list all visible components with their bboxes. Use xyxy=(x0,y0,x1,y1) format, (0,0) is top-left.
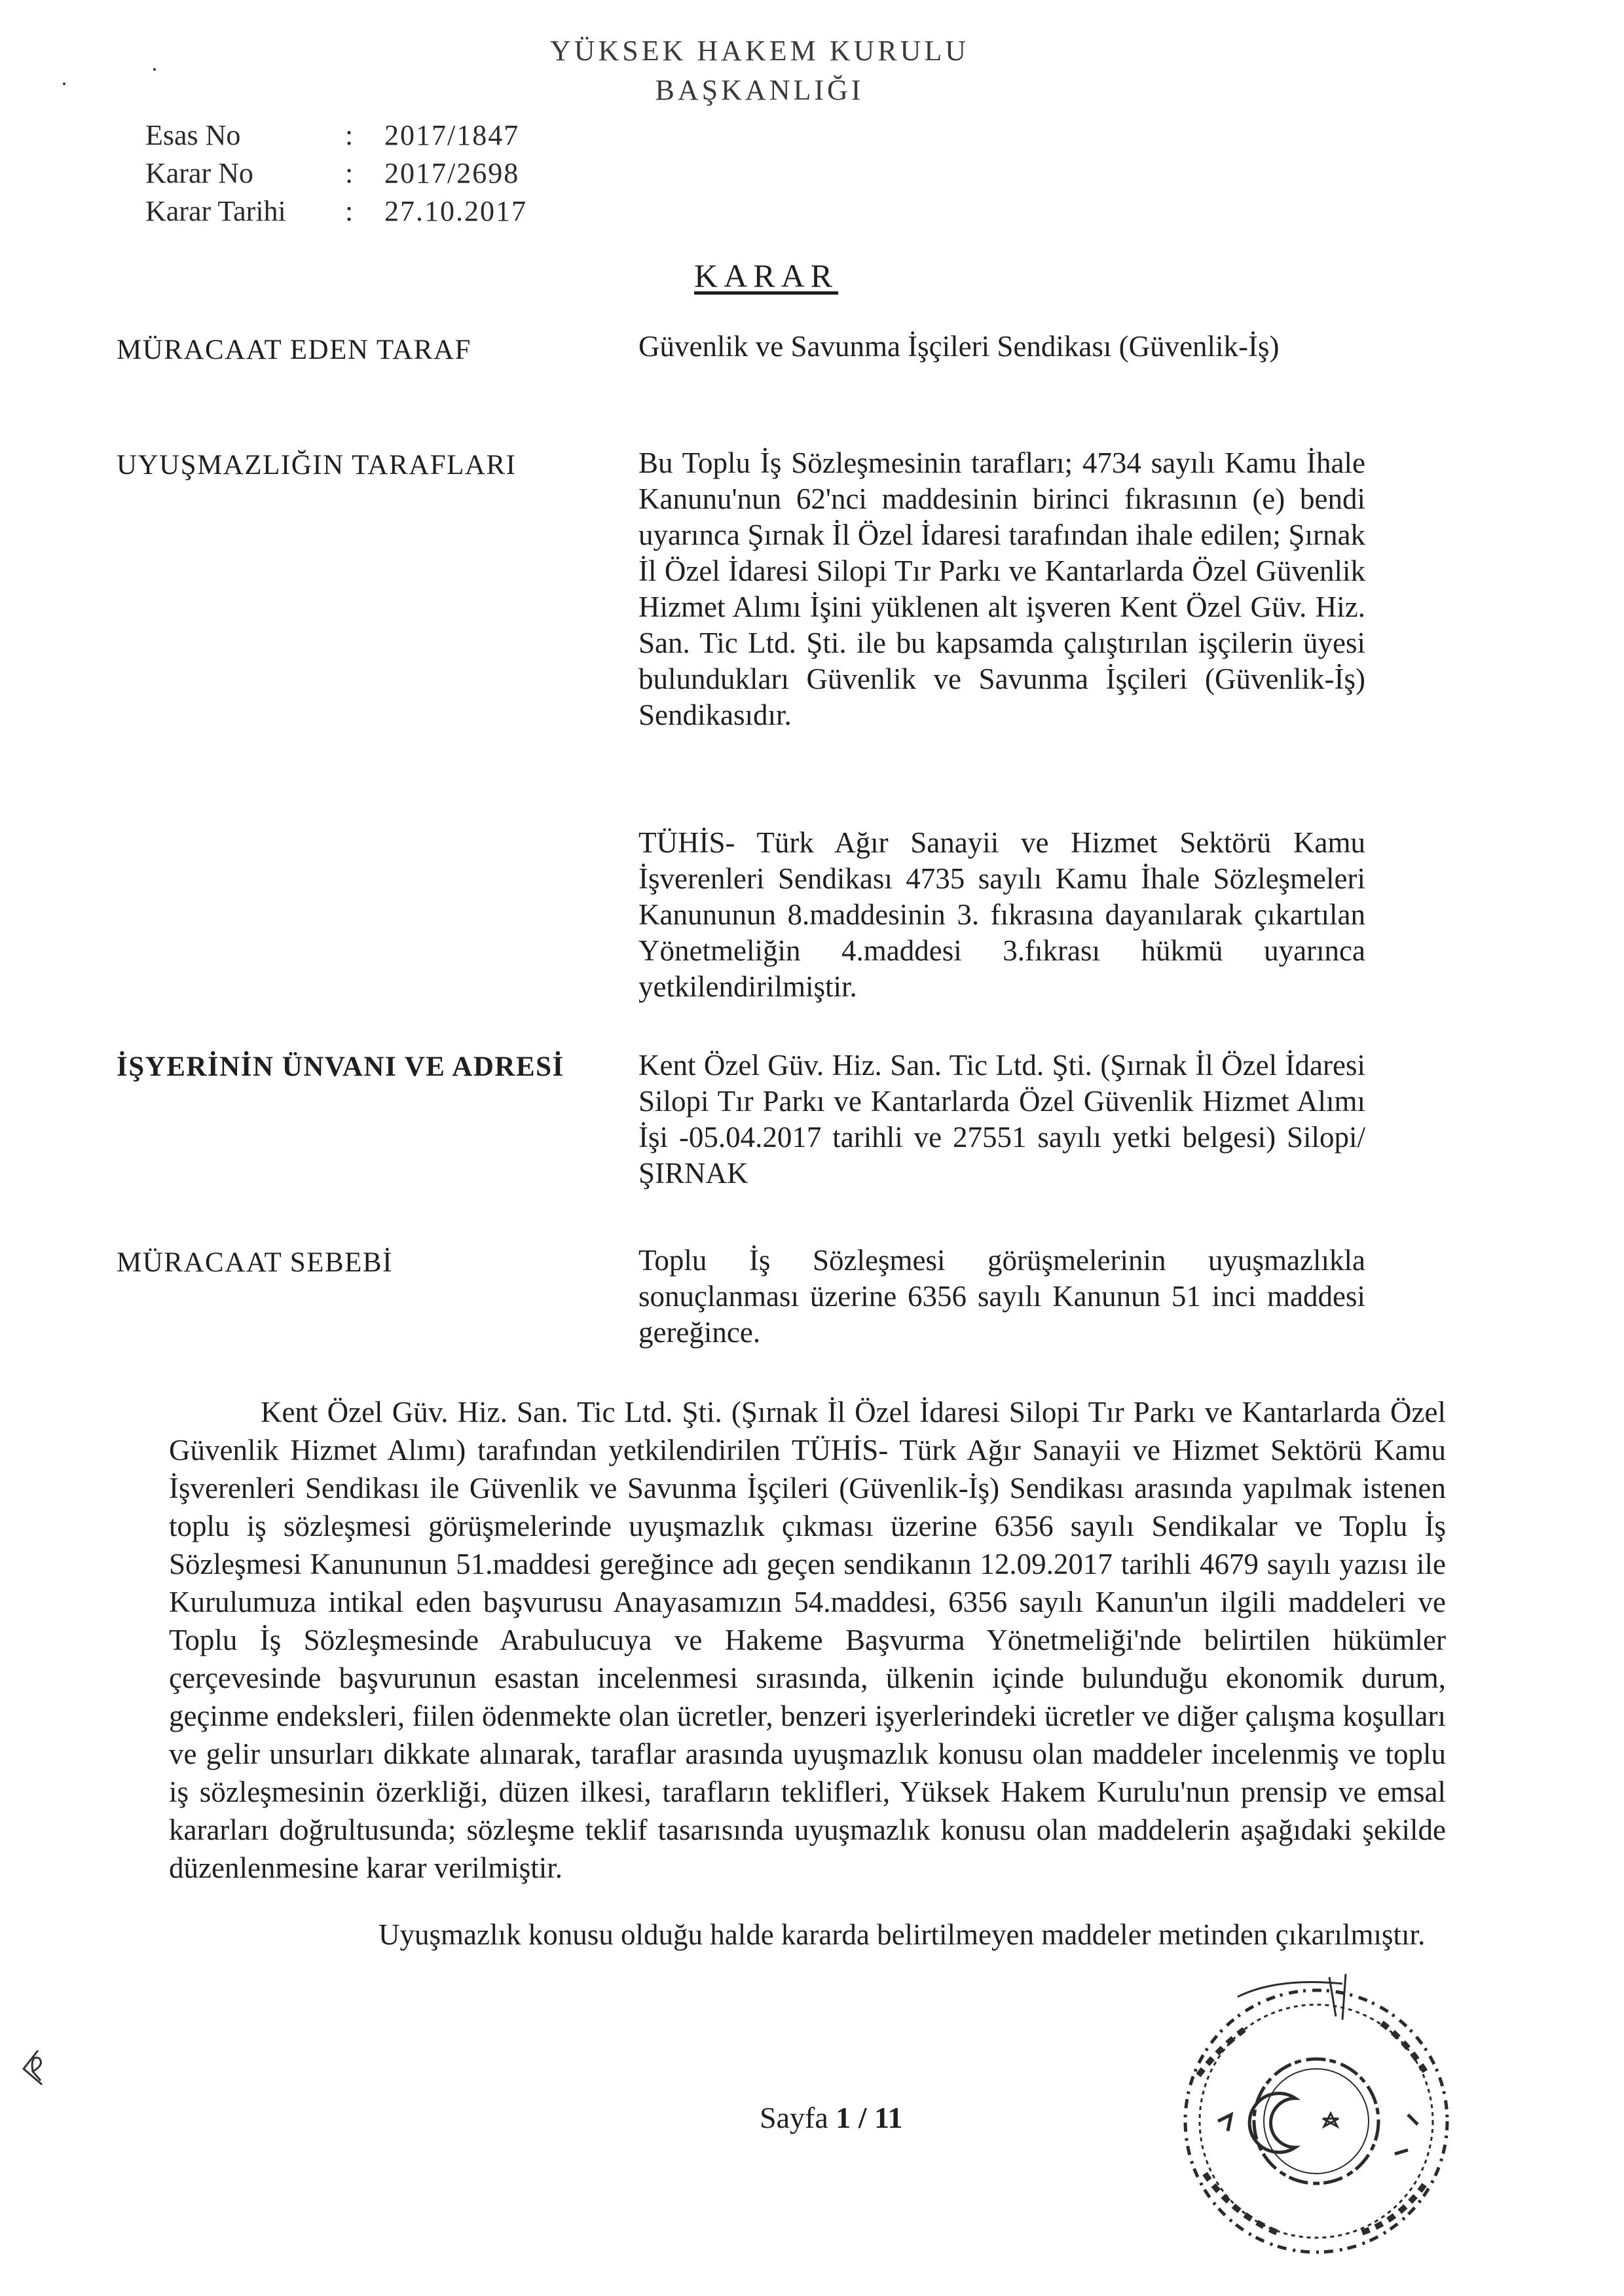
separator: : xyxy=(345,119,354,151)
reason-text: Toplu İş Sözleşmesi görüşmelerinin uyuşmazlıkla sonuçlanması üzerine 6356 sayılı Kanunun 51 inci maddesi gereğince. xyxy=(638,1244,1365,1349)
case-number-label: Esas No xyxy=(145,119,241,151)
page-number: 1 / 11 xyxy=(836,2101,903,2134)
organization-name: YÜKSEK HAKEM KURULU xyxy=(549,35,970,67)
decision-number-label: Karar No xyxy=(145,157,253,189)
scan-speck xyxy=(153,68,156,71)
applicant-label: MÜRACAAT EDEN TARAF xyxy=(117,335,471,365)
page-indicator xyxy=(760,2100,903,2135)
document-title: KARAR xyxy=(694,257,839,294)
workplace-label: İŞYERİNİN ÜNVANI VE ADRESİ xyxy=(117,1051,564,1082)
handwritten-margin-mark xyxy=(12,2043,64,2095)
removed-articles-note: Uyuşmazlık konusu olduğu halde kararda belirtilmeyen maddeler metinden çıkarılmıştır. xyxy=(378,1918,1426,1951)
decision-number-row xyxy=(145,155,527,192)
reason-label: MÜRACAAT SEBEBİ xyxy=(117,1247,393,1278)
decision-date-value: 27.10.2017 xyxy=(384,195,527,227)
decision-number-value: 2017/2698 xyxy=(384,157,520,189)
parties-label: UYUŞMAZLIĞIN TARAFLARI xyxy=(117,450,517,481)
official-seal-stamp xyxy=(1159,1958,1473,2272)
separator: : xyxy=(345,195,354,227)
decision-date-label: Karar Tarihi xyxy=(145,195,286,227)
case-number-value: 2017/1847 xyxy=(384,119,520,151)
organization-subtitle: BAŞKANLIĞI xyxy=(655,74,864,106)
parties-text: Bu Toplu İş Sözleşmesinin tarafları; 4734 sayılı Kamu İhale Kanunu'nun 62'nci maddesinin birinci fıkrasının (e) bendi uyarınca Şırnak İl Özel İdaresi tarafından ihale edilen; Şırnak İl Özel İdaresi Silopi Tır Parkı ve Kantarlarda Özel Güvenlik Hizmet Alımı İşini yüklenen alt işveren Kent Özel Güv. Hiz. San. Tic Ltd. Şti. ile bu kapsamda çalıştırılan işçilerin üyesi bulundukları Güvenlik ve Savunma İşçileri (Güvenlik-İş) Sendikasıdır. xyxy=(638,446,1365,731)
decision-date-row xyxy=(145,192,527,230)
case-metadata xyxy=(145,117,527,230)
scan-speck xyxy=(63,82,65,85)
decision-paragraph: Kent Özel Güv. Hiz. San. Tic Ltd. Şti. (Şırnak İl Özel İdaresi Silopi Tır Parkı ve Kantarlarda Özel Güvenlik Hizmet Alımı) tarafından yetkilendirilen TÜHİS- Türk Ağır Sanayii ve Hizmet Sektörü Kamu İşverenleri Sendikası ile Güvenlik ve Savunma İşçileri (Güvenlik-İş) Sendikası arasında yapılmak istenen toplu iş sözleşmesi görüşmelerinde uyuşmazlık çıkması üzerine 6356 sayılı Sendikalar ve Toplu İş Sözleşmesi Kanununun 51.maddesi gereğince adı geçen sendikanın 12.09.2017 tarihli 4679 sayılı yazısı ile Kurulumuza intikal eden başvurusu Anayasamızın 54.maddesi, 6356 sayılı Kanun'un ilgili maddeleri ve Toplu İş Sözleşmesinde Arabulucuya ve Hakeme Başvurma Yönetmeliği'nde belirtilen hükümler çerçevesinde başvurunun esastan incelenmesi sırasında, ülkenin içinde bulunduğu ekonomik durum, geçinme endeksleri, fiilen ödenmekte olan ücretler, benzeri işyerlerindeki ücretler ve diğer çalışma koşulları ve gelir unsurları dikkate alınarak, taraflar arasında uyuşmazlık konusu olan maddeler incelenmiş ve toplu iş sözleşmesinin özerkliği, düzen ilkesi, tarafların teklifleri, Yüksek Hakem Kurulu'nun prensip ve emsal kararları doğrultusunda; sözleşme teklif tasarısında uyuşmazlık konusu olan maddelerin aşağıdaki şekilde düzenlenmesine karar verilmiştir. xyxy=(169,1396,1446,1884)
page-label: Sayfa xyxy=(760,2101,828,2134)
parties-text-authorization: TÜHİS- Türk Ağır Sanayii ve Hizmet Sektörü Kamu İşverenleri Sendikası 4735 sayılı Kamu İhale Sözleşmeleri Kanununun 8.maddesinin 3. fıkrasına dayanılarak çıkartılan Yönetmeliğin 4.maddesi 3.fıkrası hükmü uyarınca yetkilendirilmiştir. xyxy=(638,826,1365,1003)
workplace-text: Kent Özel Güv. Hiz. San. Tic Ltd. Şti. (Şırnak İl Özel İdaresi Silopi Tır Parkı ve Kantarlarda Özel Güvenlik Hizmet Alımı İşi -05.04.2017 tarihli ve 27551 sayılı yetki belgesi) Silopi/ŞIRNAK xyxy=(638,1049,1365,1190)
case-number-row xyxy=(145,117,527,155)
separator: : xyxy=(345,157,354,189)
applicant-text: Güvenlik ve Savunma İşçileri Sendikası (Güvenlik-İş) xyxy=(638,330,1280,363)
